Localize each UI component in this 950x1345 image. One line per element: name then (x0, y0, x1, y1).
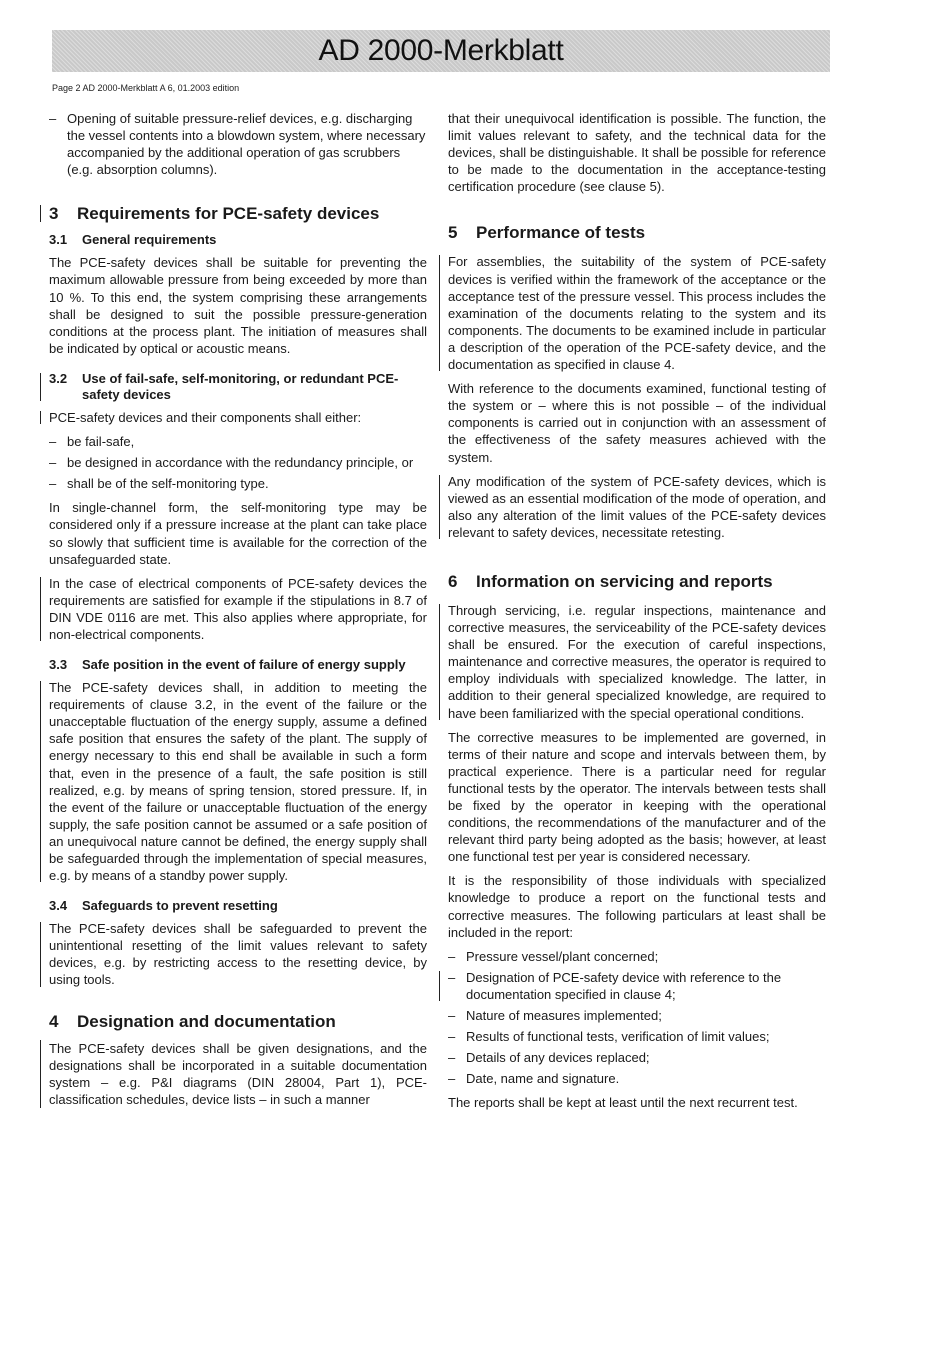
right-column (448, 110, 826, 1119)
report-particulars-list (448, 948, 826, 1088)
paragraph: It is the responsibility of those individuals with specialized knowledge to produce a report on the functional tests and corrective measures. The following particulars at least shall be included in the report: (448, 873, 826, 940)
list-item: – shall be of the self-monitoring type. (49, 476, 269, 492)
section-4-heading: 4 Designation and documentation (49, 1011, 336, 1031)
list-item: – Results of functional tests, verification of limit values; (448, 1029, 770, 1045)
paragraph: With reference to the documents examined, functional testing of the system or – where this is not possible – of the individual components is carried out in conjunction with an assessment of the effectiveness of the safety measures achieved with the system. (448, 381, 826, 465)
paragraph: In single-channel form, the self-monitoring type may be considered only if a pressure increase at the plant can take place so slowly that sufficient time is available for the correction of the unsafeguarded state. (49, 500, 427, 567)
left-column (49, 110, 427, 1115)
paragraph: PCE-safety devices and their components shall either: (49, 409, 427, 426)
list-item: – Nature of measures implemented; (448, 1008, 662, 1024)
paragraph: The PCE-safety devices shall be given designations, and the designations shall be incorporated in a suitable documentation system – e.g. P&I diagrams (DIN 28004, Part 1), PCE-classification schedules, device lists – in such a manner (49, 1040, 427, 1107)
paragraph: The PCE-safety devices shall be safeguarded to prevent the unintentional resetting of the limit values relevant to safety devices, e.g. by restricting access to the resetting device, by using tools. (49, 921, 427, 988)
list-item: – be fail-safe, (49, 434, 135, 450)
paragraph: The reports shall be kept at least until the next recurrent test. (448, 1095, 798, 1111)
section-3-1-heading: 3.1 General requirements (49, 232, 217, 248)
paragraph: Through servicing, i.e. regular inspections, maintenance and corrective measures, the serviceability of the PCE-safety devices shall be ensured. For the execution of careful inspections, maintenance and corrective measures, the operator is required to employ individuals with specialized knowledge. The latter, in addition to their general specialized knowledge, are required to have been familiarized with the special operational conditions. (448, 602, 826, 721)
paragraph: that their unequivocal identification is possible. The function, the limit values relevant to safety, and the technical data for the devices, shall be distinguishable. It shall be possible for reference to be made to the documentation in the acceptance-testing certification procedure (see clause 5). (448, 111, 826, 195)
section-3-3-heading: 3.3 Safe position in the event of failure of energy supply (49, 657, 406, 673)
list-item: – be designed in accordance with the redundancy principle, or (49, 455, 414, 471)
list-item: – Details of any devices replaced; (448, 1050, 650, 1066)
section-6-heading: 6 Information on servicing and reports (448, 571, 773, 591)
banner-title: AD 2000-Merkblatt (318, 34, 564, 67)
section-3-heading: 3 Requirements for PCE-safety devices (49, 203, 427, 224)
title-banner (52, 30, 830, 72)
paragraph: For assemblies, the suitability of the system of PCE-safety devices is verified within the framework of the acceptance or the acceptance test of the pressure vessel. This process includes the examination of the documents relating to the system and its components. The documents to be examined include in particular a description of the operation of the PCE-safety device, and the documentation as specified in clause 4. (448, 254, 826, 373)
paragraph: The PCE-safety devices shall be suitable for preventing the maximum allowable pressure from being exceeded by more than 10 %. To this end, the system comprising these arrangements shall be designed to suit the possible pressure-generation conditions at the process plant. The initiation of measures shall be indicated by optical or acoustic means. (49, 255, 427, 356)
intro-list (49, 110, 427, 178)
section-3-4-heading: 3.4 Safeguards to prevent resetting (49, 898, 278, 914)
paragraph: The PCE-safety devices shall, in addition to meeting the requirements of clause 3.2, in the event of the failure or the unacceptable fluctuation of the energy supply, assume a defined safe position that ensures the safety of the plant. The supply of energy necessary to this end shall be available in such a form that, even in the presence of a fault, the safe position is still realized, e.g. by means of spring tension, stored pressure. If, in the event of the failure or unacceptable fluctuation of the energy supply, the safe position cannot be assumed or a safe position of an unequivocal nature cannot be defined, the energy supply shall be safeguarded through the implementation of special measures, e.g. by means of a standby power supply. (49, 680, 427, 884)
running-head: Page 2 AD 2000-Merkblatt A 6, 01.2003 edition (52, 83, 240, 93)
section-5-heading: 5 Performance of tests (448, 223, 646, 243)
paragraph: The corrective measures to be implemented are governed, in terms of their nature and scope and intervals between them, by practical experience. There is a particular need for regular functional tests by the operator. The intervals between tests shall be fixed by the operator in keeping with the operational conditions, the recommendations of the manufacturer and of the relevant third party being adopted as the basis; however, at least one functional test per year is considered necessary. (448, 729, 826, 865)
paragraph: Any modification of the system of PCE-safety devices, which is viewed as an essential modification of the mode of operation, and also any alteration of the limit values of the PCE-safety devices relevant to safety devices, necessitate retesting. (448, 473, 826, 540)
fail-safe-list (49, 433, 427, 492)
section-3-2-heading: 3.2 Use of fail-safe, self-monitoring, or redundant PCE-safety devices (49, 371, 427, 403)
paragraph: In the case of electrical components of PCE-safety devices the requirements are satisfied for example if the stipulations in 8.7 of DIN VDE 0116 are met. This also applies where appropriate, for non-electrical components. (49, 575, 427, 642)
list-item: – Opening of suitable pressure-relief devices, e.g. discharging the vessel contents into a blowdown system, where necessary accompanied by the additional operation of gas scrubbers (e.g. absorption columns). (49, 111, 426, 178)
list-item: – Designation of PCE-safety device with reference to the documentation specified in clause 4; (448, 969, 826, 1003)
list-item: – Pressure vessel/plant concerned; (448, 948, 659, 964)
list-item: – Date, name and signature. (448, 1071, 620, 1087)
